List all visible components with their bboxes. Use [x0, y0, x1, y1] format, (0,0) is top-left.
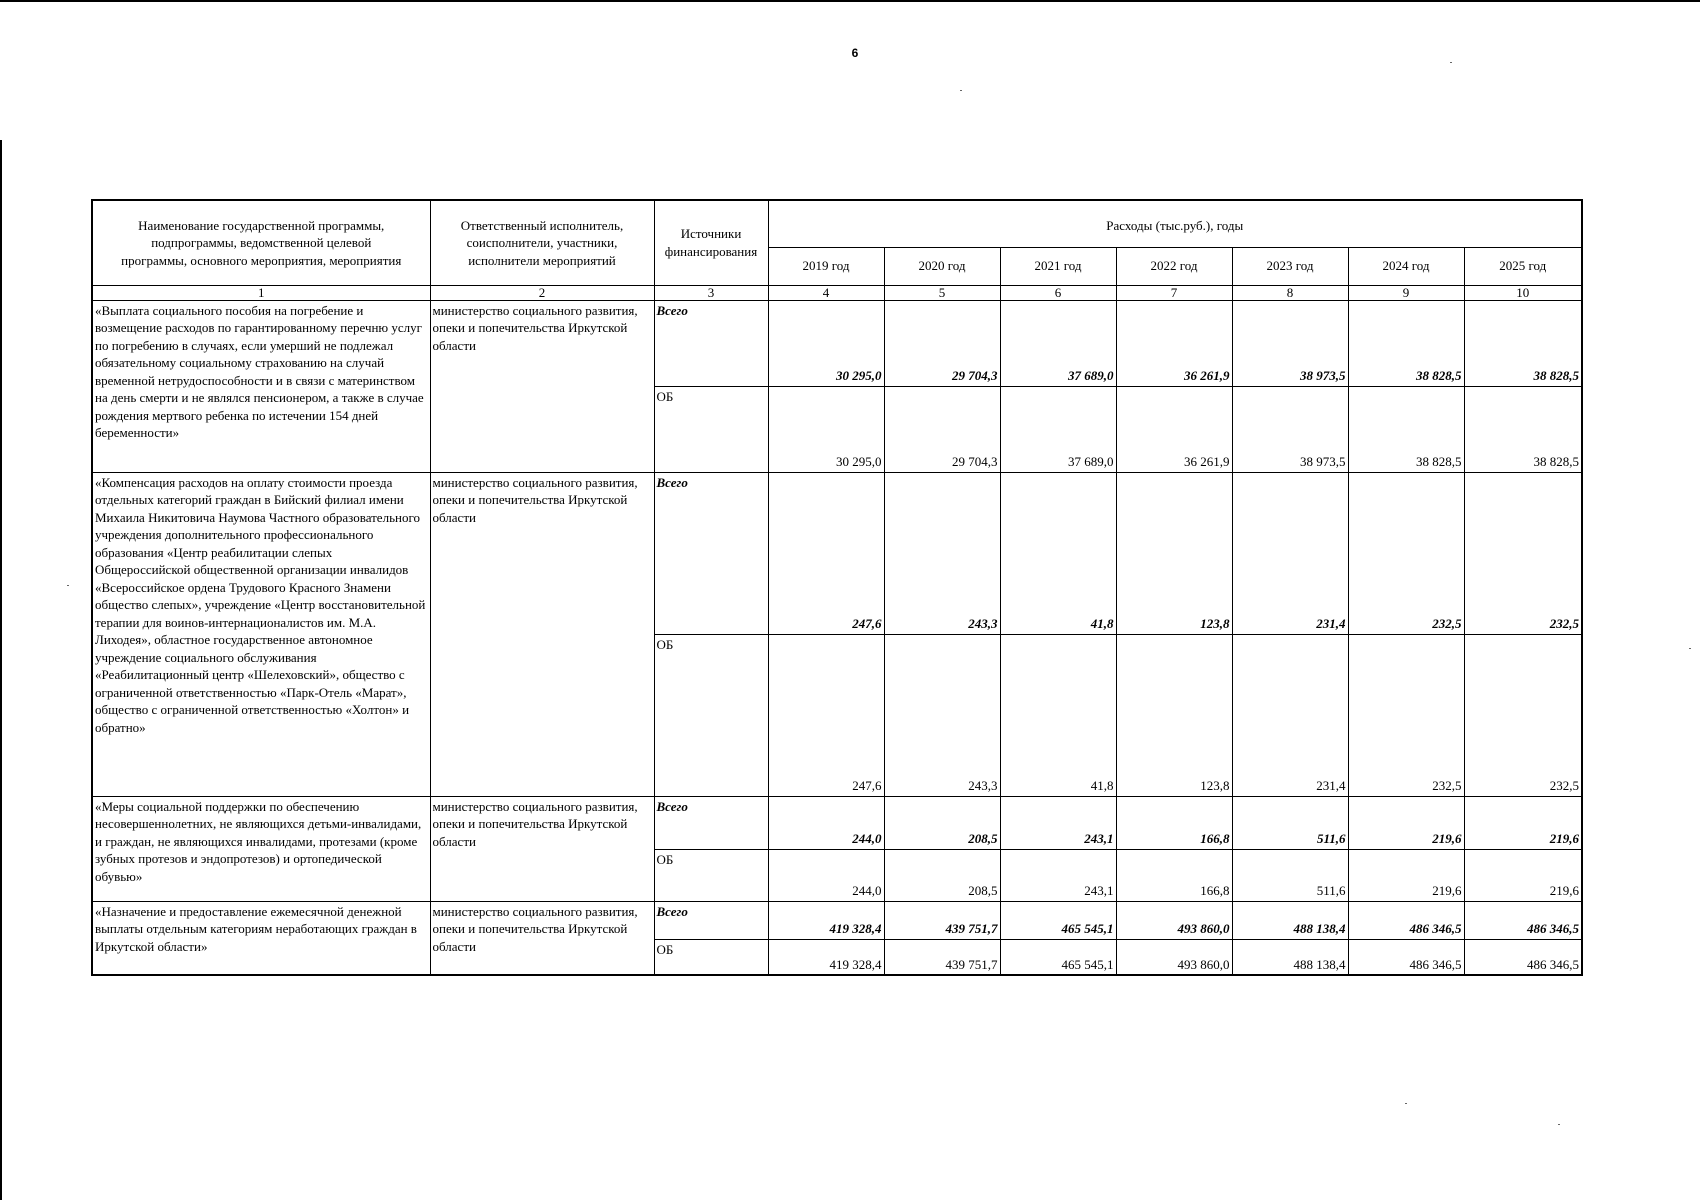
scan-speck — [67, 585, 69, 586]
value-total: 486 346,5 — [1464, 901, 1582, 939]
value-ob: 243,3 — [884, 634, 1000, 796]
value-total: 232,5 — [1464, 472, 1582, 634]
value-total: 30 295,0 — [768, 300, 884, 386]
column-index: 7 — [1116, 285, 1232, 300]
value-ob: 37 689,0 — [1000, 386, 1116, 472]
value-total: 488 138,4 — [1232, 901, 1348, 939]
value-ob: 166,8 — [1116, 849, 1232, 901]
value-ob: 419 328,4 — [768, 939, 884, 975]
column-index-row — [92, 285, 1582, 300]
value-total: 486 346,5 — [1348, 901, 1464, 939]
value-total: 493 860,0 — [1116, 901, 1232, 939]
column-index: 1 — [92, 285, 430, 300]
value-total: 38 828,5 — [1464, 300, 1582, 386]
expenses-table-container — [91, 199, 1581, 976]
header-year: 2023 год — [1232, 247, 1348, 285]
value-total: 37 689,0 — [1000, 300, 1116, 386]
funding-source-total: Всего — [654, 300, 768, 386]
value-ob: 38 828,5 — [1348, 386, 1464, 472]
value-ob: 465 545,1 — [1000, 939, 1116, 975]
column-index: 5 — [884, 285, 1000, 300]
expenses-table — [91, 199, 1583, 976]
value-total: 123,8 — [1116, 472, 1232, 634]
value-ob: 493 860,0 — [1116, 939, 1232, 975]
value-total: 247,6 — [768, 472, 884, 634]
value-total: 465 545,1 — [1000, 901, 1116, 939]
header-funding-source: Источники финансирования — [654, 200, 768, 285]
header-program-name: Наименование государственной программы, подпрограммы, ведомственной целевой программы, основного мероприятия, мероприятия — [92, 200, 430, 285]
page-number: 6 — [851, 46, 859, 60]
value-total: 38 973,5 — [1232, 300, 1348, 386]
value-ob: 29 704,3 — [884, 386, 1000, 472]
value-total: 38 828,5 — [1348, 300, 1464, 386]
program-name-cell: «Компенсация расходов на оплату стоимости проезда отдельных категорий граждан в Бийский филиал имени Михаила Никитовича Наумова Частного образовательного учреждения дополнительного профессионального образования «Центр реабилитации слепых Общероссийской общественной организации инвалидов «Всероссийское ордена Трудового Красного Знамени общество слепых», учреждение «Центр восстановительной терапии для воинов-интернационалистов им. М.А. Лиходея», областное государственное автономное учреждение социального обслуживания «Реабилитационный центр «Шелеховский», общество с ограниченной ответственностью «Парк-Отель «Марат», общество с ограниченной ответственностью «Холтон» и обратно» — [92, 472, 430, 796]
value-total: 232,5 — [1348, 472, 1464, 634]
column-index: 10 — [1464, 285, 1582, 300]
value-ob: 486 346,5 — [1464, 939, 1582, 975]
header-row — [92, 200, 1582, 247]
value-ob: 41,8 — [1000, 634, 1116, 796]
scan-speck — [1558, 1124, 1560, 1125]
value-total: 243,1 — [1000, 796, 1116, 849]
value-ob: 219,6 — [1464, 849, 1582, 901]
value-total: 208,5 — [884, 796, 1000, 849]
value-total: 439 751,7 — [884, 901, 1000, 939]
value-ob: 232,5 — [1464, 634, 1582, 796]
value-total: 219,6 — [1348, 796, 1464, 849]
scan-speck — [1405, 1103, 1407, 1104]
value-ob: 123,8 — [1116, 634, 1232, 796]
funding-source-total: Всего — [654, 796, 768, 849]
funding-source-total: Всего — [654, 472, 768, 634]
responsible-cell: министерство социального развития, опеки и попечительства Иркутской области — [430, 300, 654, 472]
value-ob: 36 261,9 — [1116, 386, 1232, 472]
funding-source-total: Всего — [654, 901, 768, 939]
value-ob: 219,6 — [1348, 849, 1464, 901]
value-total: 29 704,3 — [884, 300, 1000, 386]
column-index: 9 — [1348, 285, 1464, 300]
value-total: 219,6 — [1464, 796, 1582, 849]
value-total: 511,6 — [1232, 796, 1348, 849]
value-total: 166,8 — [1116, 796, 1232, 849]
column-index: 3 — [654, 285, 768, 300]
header-year: 2025 год — [1464, 247, 1582, 285]
header-year: 2021 год — [1000, 247, 1116, 285]
value-total: 244,0 — [768, 796, 884, 849]
value-ob: 247,6 — [768, 634, 884, 796]
column-index: 4 — [768, 285, 884, 300]
program-name-cell: «Выплата социального пособия на погребение и возмещение расходов по гарантированному перечню услуг по погребению в случаях, если умерший не подлежал обязательному социальному страхованию на случай временной нетрудоспособности и в связи с материнством на день смерти и не являлся пенсионером, а также в случае рождения мертвого ребенка по истечении 154 дней беременности» — [92, 300, 430, 472]
header-expenses: Расходы (тыс.руб.), годы — [768, 200, 1582, 247]
value-ob: 30 295,0 — [768, 386, 884, 472]
value-ob: 232,5 — [1348, 634, 1464, 796]
scan-speck — [1689, 648, 1691, 649]
column-index: 2 — [430, 285, 654, 300]
value-ob: 488 138,4 — [1232, 939, 1348, 975]
funding-source-ob: ОБ — [654, 634, 768, 796]
responsible-cell: министерство социального развития, опеки и попечительства Иркутской области — [430, 472, 654, 796]
funding-source-ob: ОБ — [654, 386, 768, 472]
funding-source-ob: ОБ — [654, 939, 768, 975]
value-total: 41,8 — [1000, 472, 1116, 634]
value-ob: 243,1 — [1000, 849, 1116, 901]
responsible-cell: министерство социального развития, опеки и попечительства Иркутской области — [430, 796, 654, 901]
header-year: 2020 год — [884, 247, 1000, 285]
column-index: 8 — [1232, 285, 1348, 300]
header-year: 2019 год — [768, 247, 884, 285]
value-ob: 38 973,5 — [1232, 386, 1348, 472]
value-ob: 208,5 — [884, 849, 1000, 901]
program-name-cell: «Назначение и предоставление ежемесячной денежной выплаты отдельным категориям неработающих граждан в Иркутской области» — [92, 901, 430, 975]
header-year: 2024 год — [1348, 247, 1464, 285]
value-ob: 38 828,5 — [1464, 386, 1582, 472]
table-row — [92, 796, 1582, 849]
scan-edge-top — [0, 0, 1700, 2]
table-row — [92, 300, 1582, 386]
value-ob: 231,4 — [1232, 634, 1348, 796]
scan-edge-left — [0, 140, 2, 1200]
value-total: 243,3 — [884, 472, 1000, 634]
scan-speck — [1450, 62, 1452, 63]
funding-source-ob: ОБ — [654, 849, 768, 901]
table-row — [92, 901, 1582, 939]
header-responsible: Ответственный исполнитель, соисполнители, участники, исполнители мероприятий — [430, 200, 654, 285]
value-ob: 486 346,5 — [1348, 939, 1464, 975]
value-ob: 439 751,7 — [884, 939, 1000, 975]
value-total: 231,4 — [1232, 472, 1348, 634]
value-ob: 511,6 — [1232, 849, 1348, 901]
scan-speck — [960, 90, 962, 91]
value-total: 419 328,4 — [768, 901, 884, 939]
responsible-cell: министерство социального развития, опеки и попечительства Иркутской области — [430, 901, 654, 975]
table-row — [92, 472, 1582, 634]
program-name-cell: «Меры социальной поддержки по обеспечению несовершеннолетних, не являющихся детьми-инвалидами, и граждан, не являющихся инвалидами, протезами (кроме зубных протезов и эндопротезов) и ортопедической обувью» — [92, 796, 430, 901]
value-ob: 244,0 — [768, 849, 884, 901]
column-index: 6 — [1000, 285, 1116, 300]
header-year: 2022 год — [1116, 247, 1232, 285]
value-total: 36 261,9 — [1116, 300, 1232, 386]
